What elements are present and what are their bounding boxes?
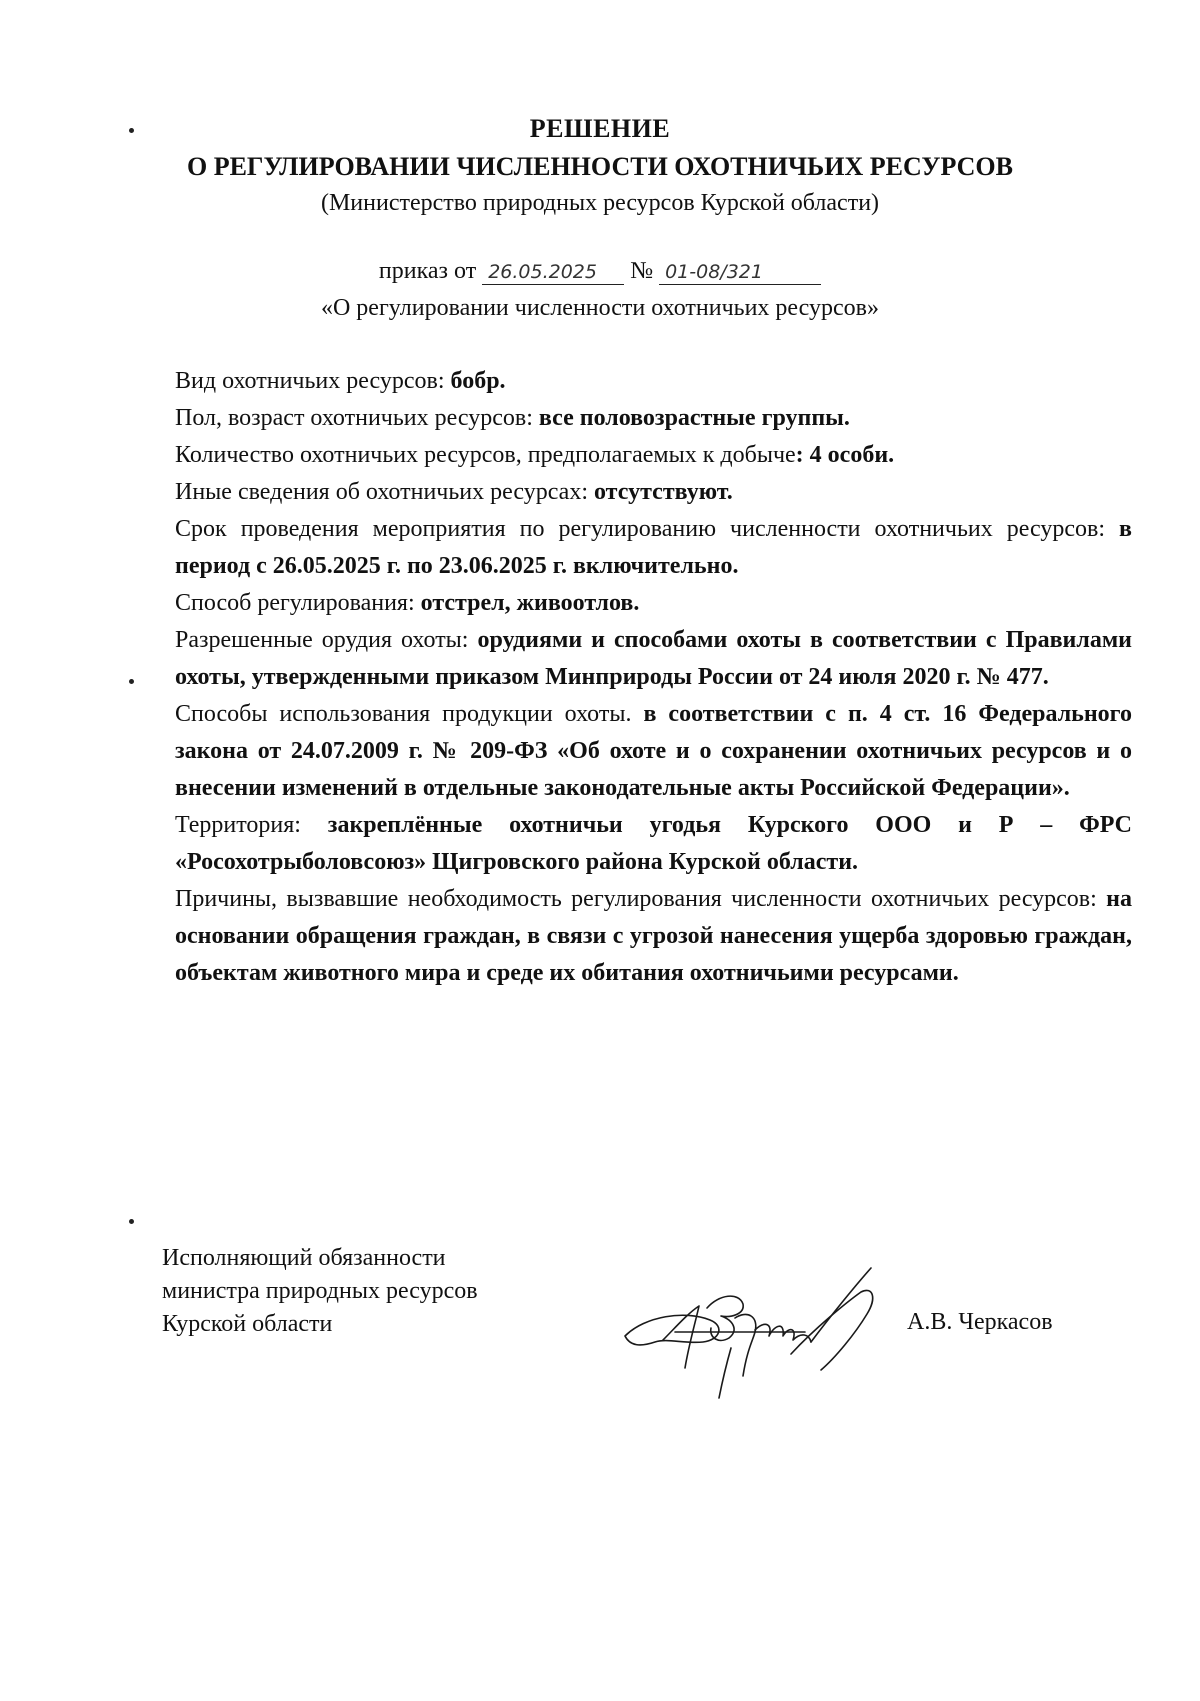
signer-position-line: Исполняющий обязанности — [162, 1245, 446, 1271]
order-number-prefix: № — [630, 258, 654, 284]
field-label: Пол, возраст охотничьих ресурсов: — [175, 405, 539, 431]
field-period — [175, 511, 1132, 585]
field-value: все половозрастные группы. — [538, 405, 850, 431]
field-species — [175, 363, 1132, 400]
field-value: : 4 особи. — [795, 442, 895, 468]
order-date: 26.05.2025 — [482, 260, 624, 285]
document-issuer: (Министерство природных ресурсов Курской области) — [320, 190, 880, 216]
field-tools — [175, 622, 1132, 696]
field-product-use — [175, 696, 1132, 807]
order-number: 01-08/321 — [659, 260, 821, 285]
scan-dot — [129, 1219, 134, 1224]
order-line — [0, 258, 1200, 285]
field-label: Причины, вызвавшие необходимость регулирования численности охотничьих ресурсов: — [175, 886, 1107, 912]
field-label: Иные сведения об охотничьих ресурсах: — [175, 479, 594, 505]
order-title: «О регулировании численности охотничьих ресурсов» — [320, 295, 880, 321]
field-value: закреплённые охотничьи угодья Курского ООО и Р – ФРС «Росохотрыболовсоюз» Щигровского района Курской области. — [175, 812, 1132, 875]
field-label: Способ регулирования: — [175, 590, 421, 616]
field-label: Территория: — [175, 812, 328, 838]
field-value: на основании обращения граждан, в связи с угрозой нанесения ущерба здоровью граждан, объектам животного мира и среде их обитания охотничьими ресурсами. — [175, 886, 1132, 986]
field-reasons — [175, 881, 1132, 992]
signer-position — [162, 1242, 478, 1341]
field-label: Разрешенные орудия охоты: — [175, 627, 478, 653]
field-label: Вид охотничьих ресурсов: — [175, 368, 451, 394]
field-other-info — [175, 474, 1132, 511]
field-label: Количество охотничьих ресурсов, предполагаемых к добыче — [175, 442, 796, 468]
field-quantity — [175, 437, 1132, 474]
field-territory — [175, 807, 1132, 881]
field-value: орудиями и способами охоты в соответствии с Правилами охоты, утвержденными приказом Минприроды России от 24 июля 2020 г. № 477. — [175, 627, 1133, 690]
document-title: РЕШЕНИЕ — [529, 114, 671, 143]
field-value: отсутствуют. — [594, 479, 733, 505]
document-subtitle: О РЕГУЛИРОВАНИИ ЧИСЛЕННОСТИ ОХОТНИЧЬИХ РЕСУРСОВ — [186, 152, 1014, 181]
signer-position-line: Курской области — [162, 1311, 333, 1337]
field-sex-age — [175, 400, 1132, 437]
order-prefix: приказ от — [378, 258, 477, 284]
signer-name: А.В. Черкасов — [907, 1309, 1053, 1335]
field-value: в период с 26.05.2025 г. по 23.06.2025 г. включительно. — [175, 516, 1132, 579]
field-value: в соответствии с п. 4 ст. 16 Федерального закона от 24.07.2009 г. № 209-ФЗ «Об охоте и о сохранении охотничьих ресурсов и о внесении изменений в отдельные законодательные акты Российской Федерации». — [175, 701, 1132, 801]
field-value: бобр. — [450, 368, 506, 394]
field-label: Способы использования продукции охоты. — [175, 701, 644, 727]
field-value: отстрел, живоотлов. — [420, 590, 640, 616]
field-method — [175, 585, 1132, 622]
field-label: Срок проведения мероприятия по регулированию численности охотничьих ресурсов: — [175, 516, 1120, 542]
scan-dot — [129, 679, 134, 684]
signer-position-line: министра природных ресурсов — [162, 1278, 478, 1304]
decision-body — [175, 363, 1132, 992]
handwritten-signature — [615, 1258, 895, 1403]
